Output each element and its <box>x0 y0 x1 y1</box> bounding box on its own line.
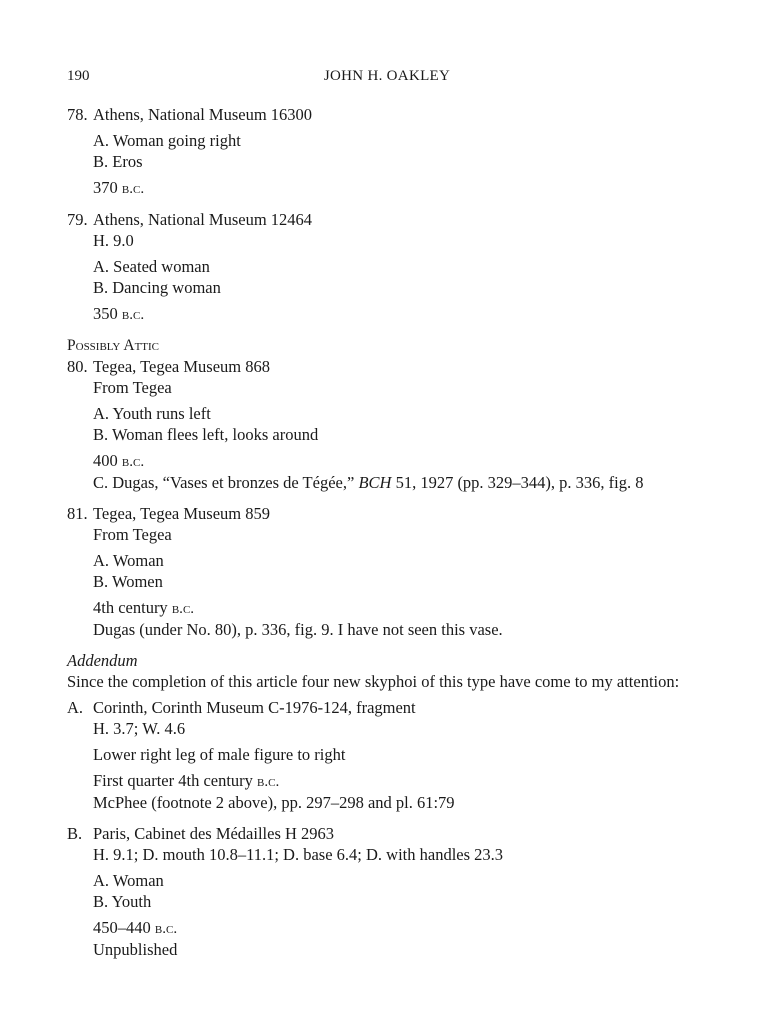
page-body <box>67 104 727 970</box>
entry-date: 450–440 b.c. <box>93 918 178 937</box>
entry-date: 370 b.c. <box>93 178 145 197</box>
entry-location: Corinth, Corinth Museum C-1976-124, fragment <box>93 698 416 717</box>
side-a: A. Woman <box>93 551 164 570</box>
entry-location: Athens, National Museum 12464 <box>93 210 313 229</box>
addendum-entry-b <box>67 823 727 960</box>
entry-location: Athens, National Museum 16300 <box>93 105 313 124</box>
side-b: B. Women <box>93 572 163 591</box>
entry-provenance: From Tegea <box>93 525 172 544</box>
addendum-intro: Since the completion of this article four new skyphoi of this type have come to my attention: <box>67 672 680 691</box>
entry-bibliography: Unpublished <box>93 940 178 959</box>
entry-bibliography: McPhee (footnote 2 above), pp. 297–298 and pl. 61:79 <box>93 793 455 812</box>
entry-provenance: From Tegea <box>93 378 172 397</box>
entry-date: 350 b.c. <box>93 304 145 323</box>
entry-dimensions: H. 9.1; D. mouth 10.8–11.1; D. base 6.4; D. with handles 23.3 <box>93 845 504 864</box>
entry-bibliography: Dugas (under No. 80), p. 336, fig. 9. I have not seen this vase. <box>93 620 503 639</box>
addendum-title: Addendum <box>67 651 138 670</box>
entry-dimensions: H. 3.7; W. 4.6 <box>93 719 186 738</box>
side-a: A. Woman <box>93 871 164 890</box>
entry-number: 79. <box>67 210 88 229</box>
entry-date: 400 b.c. <box>93 451 145 470</box>
entry-location: Tegea, Tegea Museum 859 <box>93 504 270 523</box>
catalog-entry-78 <box>67 104 727 199</box>
catalog-entry-80 <box>67 356 727 493</box>
catalog-entry-81 <box>67 503 727 640</box>
entry-dimensions: H. 9.0 <box>93 231 134 250</box>
page-number: 190 <box>67 68 90 84</box>
section-label: Possibly Attic <box>67 337 160 354</box>
running-head: JOHN H. OAKLEY <box>323 68 451 84</box>
side-b: B. Eros <box>93 152 143 171</box>
side-a: A. Youth runs left <box>93 404 211 423</box>
page-header <box>67 66 707 86</box>
entry-bibliography: C. Dugas, “Vases et bronzes de Tégée,” BCH 51, 1927 (pp. 329–344), p. 336, fig. 8 <box>93 473 644 492</box>
side-a: A. Woman going right <box>93 131 241 150</box>
addendum-entry-a <box>67 697 727 813</box>
entry-number: 80. <box>67 357 88 376</box>
entry-description: Lower right leg of male figure to right <box>93 745 346 764</box>
side-a: A. Seated woman <box>93 257 210 276</box>
entry-location: Paris, Cabinet des Médailles H 2963 <box>93 824 335 843</box>
entry-number: 81. <box>67 504 88 523</box>
entry-number: 78. <box>67 105 88 124</box>
entry-date: First quarter 4th century b.c. <box>93 771 280 790</box>
catalog-entry-79 <box>67 209 727 325</box>
entry-number: A. <box>67 698 84 717</box>
entry-location: Tegea, Tegea Museum 868 <box>93 357 270 376</box>
side-b: B. Youth <box>93 892 152 911</box>
entry-date: 4th century b.c. <box>93 598 195 617</box>
entry-number: B. <box>67 824 83 843</box>
side-b: B. Woman flees left, looks around <box>93 425 319 444</box>
side-b: B. Dancing woman <box>93 278 221 297</box>
